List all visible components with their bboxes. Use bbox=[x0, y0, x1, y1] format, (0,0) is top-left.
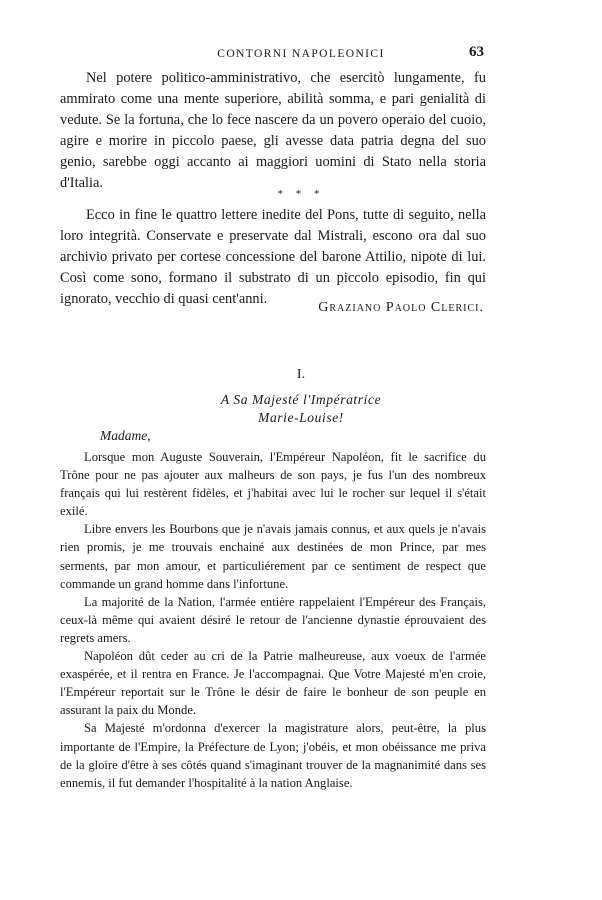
running-title: CONTORNI NAPOLEONICI bbox=[217, 48, 385, 60]
paragraph-text: Ecco in fine le quattro lettere inedite del Pons, tutte di seguito, nella loro integrità. Conservate e preservate dal Mistrali, escono ora dal suo archivio privato per cortese concessione del barone Attilio, nipote di lui. Così come sono, formano il substrato di un piccolo episodio, fin qui ignorato, vecchio di quasi cent'anni. bbox=[60, 207, 486, 307]
section-break: * * * bbox=[277, 188, 325, 200]
page-number: 63 bbox=[469, 44, 484, 60]
letter-body bbox=[60, 448, 486, 792]
letter-paragraph-3: La majorité de la Nation, l'armée entière rappelaient l'Empéreur des Français, ceux-là même qui avaient désiré le retour de l'ancienne dynastie éprouvaient des regrets amers. bbox=[60, 594, 486, 645]
letter-addressee-line-1: A Sa Majesté l'Impératrice bbox=[220, 392, 382, 407]
page-header bbox=[0, 44, 602, 66]
italian-paragraph-1 bbox=[60, 68, 486, 193]
author-signature: Graziano Paolo Clerici. bbox=[318, 300, 484, 315]
letter-paragraph-5: Sa Majesté m'ordonna d'exercer la magistrature alors, peut-être, la plus importante de l'Empire, la Préfecture de Lyon; j'obéis, et mon obéissance me priva de la gloire d'être à ses côtés quand s'imaginant trouver de la magnanimité dans ses ennemis, il fut demander l'hospitalité à la nation Anglaise. bbox=[60, 721, 486, 790]
letter-number: I. bbox=[296, 367, 306, 382]
paragraph-text: Nel potere politico-amministrativo, che esercitò lungamente, fu ammirato come una mente superiore, abilità somma, e pari genialità di vedute. Se la fortuna, che lo fece nascere da un povero operaio del cuoio, agire e morire in piccolo paese, gli avesse data patria degna del suo genio, sarebbe oggi accanto ai maggiori uomini di Stato nella storia d'Italia. bbox=[60, 70, 486, 191]
letter-addressee-line-2: Marie-Louise! bbox=[258, 410, 344, 425]
letter-paragraph-4: Napoléon dût ceder au cri de la Patrie malheureuse, aux voeux de l'armée exaspérée, et il rentra en France. Je l'accompagnai. Que Votre Majesté m'en croie, l'Empéreur reportait sur le Trône le désir de faire le bonheur de son peuple en assurant la paix du Monde. bbox=[60, 649, 486, 718]
letter-paragraph-1: Lorsque mon Auguste Souverain, l'Empéreur Napoléon, fit le sacrifice du Trône pour ne pas ajouter aux malheurs de son pays, je fus l'un des nombreux français qui lui restèrent fidèles, et j'habitai avec lui le rocher sur lequel il s'était exilé. bbox=[60, 450, 486, 519]
italian-paragraph-2 bbox=[60, 205, 486, 310]
letter-salutation: Madame, bbox=[100, 428, 151, 443]
letter-paragraph-2: Libre envers les Bourbons que je n'avais jamais connus, et aux quels je n'avais rien promis, je me trouvais enchainé aux destinées de mon Prince, par mes serments, par mon amour, et particuliérement par ce sentiment de respect que commande un grand homme dans l'infortune. bbox=[60, 522, 486, 591]
